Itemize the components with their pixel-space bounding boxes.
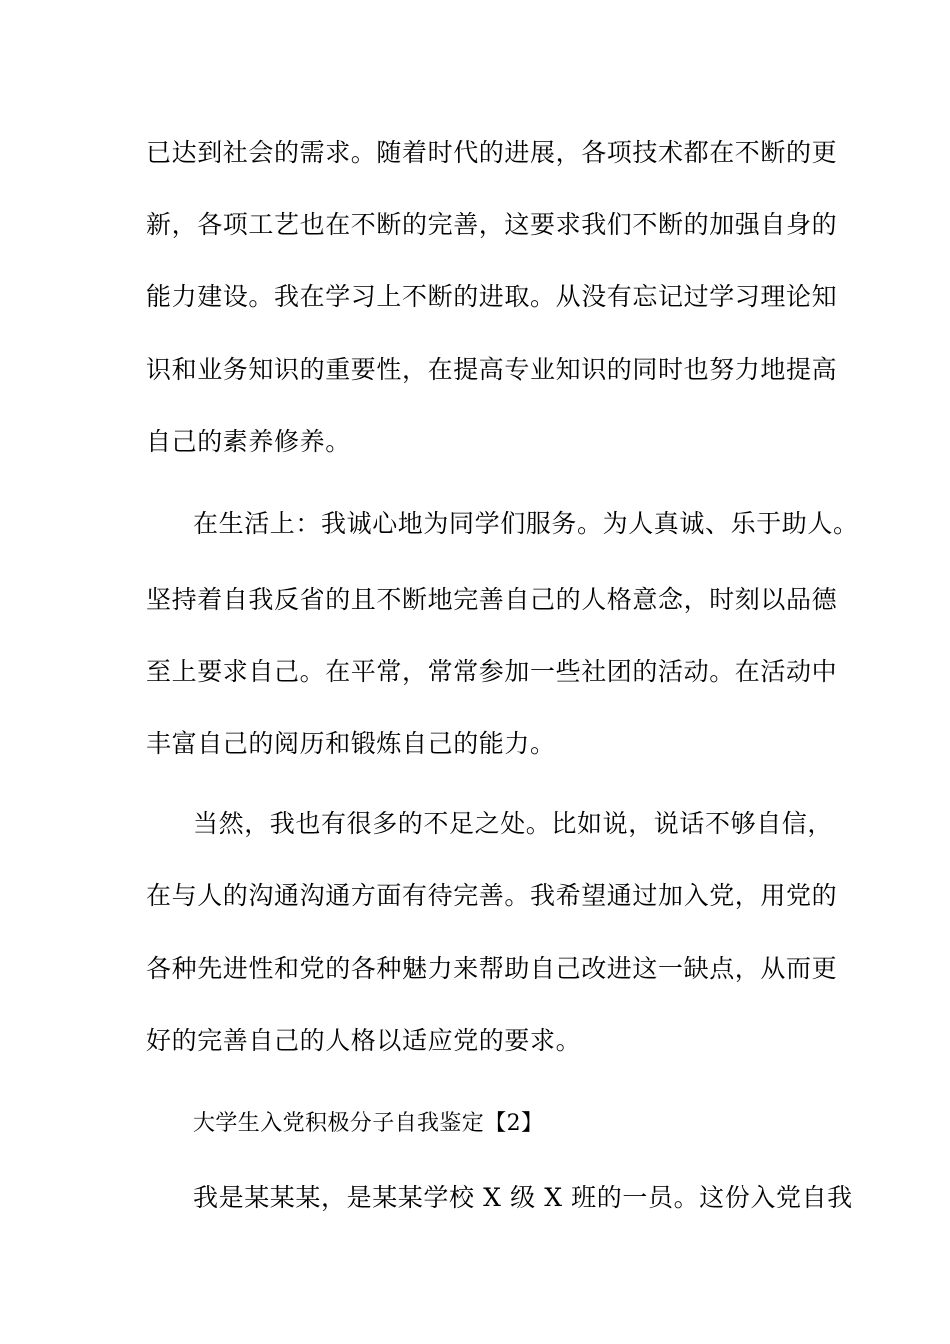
paragraph-line: 已达到社会的需求。随着时代的进展，各项技术都在不断的更 (146, 138, 838, 167)
paragraph-line: 好的完善自己的人格以适应党的要求。 (146, 1026, 582, 1055)
paragraph-line: 自己的素养修养。 (146, 427, 351, 456)
paragraph-line: 能力建设。我在学习上不断的进取。从没有忘记过学习理论知 (146, 282, 838, 311)
paragraph-line: 在生活上：我诚心地为同学们服务。为人真诚、乐于助人。 (193, 509, 859, 538)
paragraph-line: 至上要求自己。在平常，常常参加一些社团的活动。在活动中 (146, 657, 838, 686)
section-heading: 大学生入党积极分子自我鉴定【2】 (193, 1111, 544, 1136)
paragraph-line: 我是某某某，是某某学校 X 级 X 班的一员。这份入党自我 (193, 1183, 853, 1212)
paragraph-line: 当然，我也有很多的不足之处。比如说，说话不够自信， (193, 809, 834, 838)
paragraph-line: 坚持着自我反省的且不断地完善自己的人格意念，时刻以品德 (146, 585, 838, 614)
paragraph-line: 新，各项工艺也在不断的完善，这要求我们不断的加强自身的 (146, 210, 838, 239)
paragraph-line: 在与人的沟通沟通方面有待完善。我希望通过加入党，用党的 (146, 881, 838, 910)
paragraph-line: 各种先进性和党的各种魅力来帮助自己改进这一缺点，从而更 (146, 954, 838, 983)
paragraph-line: 丰富自己的阅历和锻炼自己的能力。 (146, 729, 556, 758)
paragraph-line: 识和业务知识的重要性，在提高专业知识的同时也努力地提高 (146, 355, 838, 384)
